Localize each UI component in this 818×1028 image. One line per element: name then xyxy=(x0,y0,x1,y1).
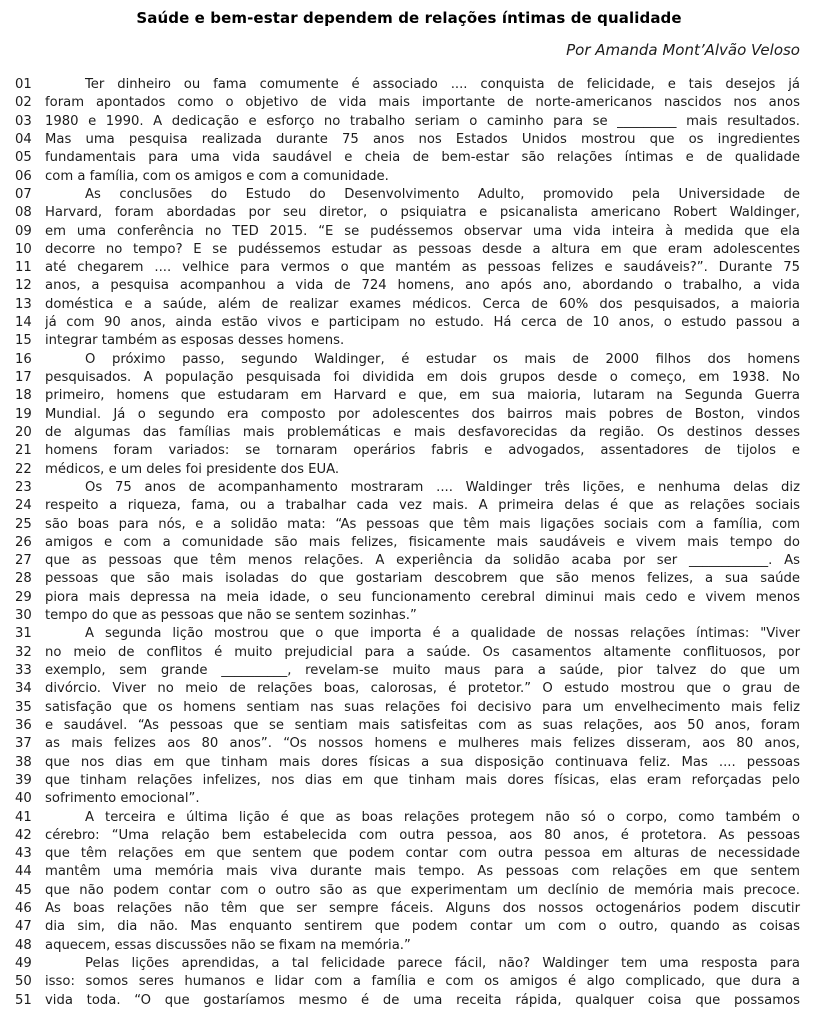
line-number: 32 xyxy=(15,644,32,660)
line-text: que tinham relações infelizes, nos dias em que tinham mais dores físicas, elas eram reforçadas pelo xyxy=(45,772,800,788)
text-line xyxy=(0,699,818,717)
text-line xyxy=(0,644,818,662)
text-line xyxy=(0,149,818,167)
line-number: 02 xyxy=(15,95,32,111)
line-text: Harvard, foram abordadas por seu diretor, o psiquiatra e psicanalista americano Robert Waldinger, xyxy=(45,205,800,221)
line-number: 07 xyxy=(15,186,32,202)
line-number: 41 xyxy=(15,809,32,825)
line-text: amigos e com a comunidade são mais felizes, fisicamente mais saudáveis e vivem mais tempo do xyxy=(45,534,800,550)
line-number: 10 xyxy=(15,241,32,257)
line-number: 17 xyxy=(15,370,32,385)
line-number: 15 xyxy=(15,333,32,349)
text-line xyxy=(0,717,818,735)
line-number: 47 xyxy=(15,919,32,935)
line-text: que nos dias em que tinham mais dores físicas a sua disposição continuava feliz. Mas .... pessoas xyxy=(45,754,800,770)
line-number: 29 xyxy=(15,589,32,605)
text-line xyxy=(0,534,818,552)
line-number: 09 xyxy=(15,223,32,239)
line-text: são boas para nós, e a solidão mata: “As pessoas que têm mais ligações sociais com a família, com xyxy=(45,516,800,532)
text-line xyxy=(0,516,818,534)
line-number: 06 xyxy=(15,168,32,184)
line-text: dia sim, dia não. Mas enquanto sentirem que podem contar um com o outro, quando as coisas xyxy=(45,919,800,935)
text-line xyxy=(0,497,818,515)
line-number: 35 xyxy=(15,699,32,715)
line-number: 04 xyxy=(15,131,32,147)
line-text: cérebro: “Uma relação bem estabelecida com outra pessoa, aos 80 anos, é protetora. As pessoas xyxy=(45,827,800,843)
text-line xyxy=(0,277,818,295)
line-text: pessoas que são mais isoladas do que gostariam descobrem que são menos felizes, a sua saúde xyxy=(45,571,800,587)
line-number: 33 xyxy=(15,663,32,678)
text-line xyxy=(0,204,818,222)
line-text: mantêm uma memória mais viva durante mais tempo. As pessoas com relações em que sentem xyxy=(45,864,800,880)
line-number: 31 xyxy=(15,626,32,642)
line-text: de algumas das famílias mais problemáticas e mais desfavorecidas da região. Os destinos desses xyxy=(45,424,800,440)
text-line xyxy=(0,735,818,753)
text-line xyxy=(0,918,818,936)
line-number: 37 xyxy=(15,736,32,752)
line-text: anos, a pesquisa acompanhou a vida de 724 homens, ano após ano, abordando o trabalho, a vida xyxy=(45,278,800,294)
line-number: 50 xyxy=(15,974,32,990)
text-line xyxy=(0,94,818,112)
line-text: pesquisados. A população pesquisada foi dividida em dois grupos desde o começo, em 1938. No xyxy=(45,370,800,385)
line-text: homens foram variados: se tornaram operários fabris e advogados, assentadores de tijolos e xyxy=(45,443,800,459)
line-text: doméstica e a saúde, além de realizar exames médicos. Cerca de 60% dos pesquisados, a maioria xyxy=(45,296,800,312)
line-text: as mais felizes aos 80 anos”. “Os nossos homens e mulheres mais felizes disseram, aos 80 anos, xyxy=(45,736,800,752)
text-line xyxy=(0,809,818,827)
line-text: que têm relações em que sentem que podem contar com outra pessoa em alturas de necessidade xyxy=(45,846,800,862)
text-line xyxy=(0,973,818,991)
line-text: As boas relações não têm que ser sempre fáceis. Alguns dos nossos octogenários podem discutir xyxy=(45,901,800,917)
line-text: divórcio. Viver no meio de relações boas, calorosas, é protetor.” O estudo mostrou que o grau de xyxy=(45,681,800,697)
text-body xyxy=(0,76,818,1010)
line-text: Pelas lições aprendidas, a tal felicidade parece fácil, não? Waldinger tem uma resposta para xyxy=(85,956,800,971)
text-line xyxy=(0,131,818,149)
line-number: 30 xyxy=(15,608,32,624)
text-line xyxy=(0,589,818,607)
line-text: no meio de conflitos é muito prejudicial para a saúde. Os casamentos altamente conflituosos, por xyxy=(45,644,800,660)
line-text: primeiro, homens que estudaram em Harvard e que, em sua maioria, lutaram na Segunda Guerra xyxy=(45,388,800,404)
line-number: 22 xyxy=(15,461,32,477)
line-number: 13 xyxy=(15,296,32,312)
line-text: exemplo, sem grande __________, revelam-se muito maus para a saúde, pior talvez do que um xyxy=(45,663,800,678)
line-text: em uma conferência no TED 2015. “E se pudéssemos observar uma vida inteira à medida que ela xyxy=(45,223,800,239)
line-number: 40 xyxy=(15,791,32,807)
line-text: Ter dinheiro ou fama comumente é associado .... conquista de felicidade, e tais desejos já xyxy=(85,77,800,92)
line-number: 05 xyxy=(15,150,32,166)
line-text: A terceira e última lição é que as boas relações protegem não só o corpo, como também o xyxy=(85,809,800,825)
line-text: fundamentais para uma vida saudável e cheia de bem-estar são relações íntimas e de qualidade xyxy=(45,150,800,166)
text-line xyxy=(0,296,818,314)
line-number: 12 xyxy=(15,278,32,294)
text-line xyxy=(0,772,818,790)
line-number: 18 xyxy=(15,388,32,404)
line-text: Mundial. Já o segundo era composto por adolescentes dos bairros mais pobres de Boston, vindos xyxy=(45,406,800,422)
line-text: O próximo passo, segundo Waldinger, é estudar os mais de 2000 filhos dos homens xyxy=(85,351,800,367)
line-number: 23 xyxy=(15,479,32,495)
text-line xyxy=(0,827,818,845)
line-text: 1980 e 1990. A dedicação e esforço no trabalho seriam o caminho para se _________ mais resultados. xyxy=(45,113,800,129)
text-line xyxy=(0,900,818,918)
line-text: integrar também as esposas desses homens. xyxy=(45,333,345,349)
line-text: isso: somos seres humanos e lidar com a família e com os amigos é algo complicado, que dura a xyxy=(45,974,800,990)
line-text: piora mais depressa na meia idade, o seu funcionamento cerebral diminui mais cedo e vivem menos xyxy=(45,589,800,605)
line-number: 46 xyxy=(15,901,32,917)
line-number: 25 xyxy=(15,516,32,532)
text-line xyxy=(0,790,818,808)
line-number: 39 xyxy=(15,772,32,788)
byline: Por Amanda Mont’Alvão Veloso xyxy=(566,41,800,59)
line-text: com a família, com os amigos e com a comunidade. xyxy=(45,168,389,184)
line-number: 11 xyxy=(15,260,32,276)
line-text: decorre no tempo? E se pudéssemos estudar as pessoas desde a altura em que eram adolescentes xyxy=(45,241,800,257)
line-text: As conclusões do Estudo do Desenvolvimento Adulto, promovido pela Universidade de xyxy=(85,186,800,202)
text-line xyxy=(0,955,818,973)
text-line xyxy=(0,479,818,497)
text-line xyxy=(0,387,818,405)
text-line xyxy=(0,186,818,204)
text-line xyxy=(0,406,818,424)
text-line xyxy=(0,607,818,625)
text-line xyxy=(0,424,818,442)
text-line xyxy=(0,223,818,241)
line-number: 26 xyxy=(15,534,32,550)
text-line xyxy=(0,241,818,259)
page-title: Saúde e bem-estar dependem de relações íntimas de qualidade xyxy=(136,9,682,27)
line-text: médicos, e um deles foi presidente dos EUA. xyxy=(45,461,340,477)
line-number: 42 xyxy=(15,827,32,843)
line-number: 44 xyxy=(15,864,32,880)
text-line xyxy=(0,845,818,863)
line-text: e saudável. “As pessoas que se sentiam mais satisfeitas com as suas relações, aos 50 anos, foram xyxy=(45,717,800,733)
text-line xyxy=(0,351,818,369)
text-line xyxy=(0,570,818,588)
line-text: respeito a riqueza, fama, ou a trabalhar cada vez mais. A primeira delas é que as relações sociais xyxy=(45,498,800,514)
text-line xyxy=(0,442,818,460)
text-line xyxy=(0,76,818,94)
text-line xyxy=(0,113,818,131)
text-line xyxy=(0,662,818,680)
line-number: 45 xyxy=(15,882,32,898)
line-number: 01 xyxy=(15,77,32,92)
line-number: 27 xyxy=(15,553,32,569)
text-line xyxy=(0,461,818,479)
line-text: Os 75 anos de acompanhamento mostraram .... Waldinger três lições, e nenhuma delas diz xyxy=(85,479,800,495)
text-line xyxy=(0,552,818,570)
line-number: 34 xyxy=(15,681,32,697)
line-text: vida toda. “O que gostaríamos mesmo é de uma receita rápida, qualquer coisa que possamos xyxy=(45,992,800,1008)
text-line xyxy=(0,992,818,1010)
line-number: 48 xyxy=(15,937,32,953)
text-line xyxy=(0,882,818,900)
line-text: até chegarem .... velhice para vermos o que mantém as pessoas felizes e saudáveis?”. Durante 75 xyxy=(45,260,800,276)
text-line xyxy=(0,937,818,955)
line-text: que as pessoas que têm menos relações. A experiência da solidão acaba por ser ____________. As xyxy=(45,553,800,569)
line-number: 19 xyxy=(15,406,32,422)
line-number: 51 xyxy=(15,992,32,1008)
line-text: tempo do que as pessoas que não se sentem sozinhas.” xyxy=(45,608,417,624)
line-number: 14 xyxy=(15,315,32,331)
line-number: 43 xyxy=(15,846,32,862)
text-line xyxy=(0,754,818,772)
text-line xyxy=(0,332,818,350)
line-number: 20 xyxy=(15,424,32,440)
line-number: 03 xyxy=(15,113,32,129)
text-line xyxy=(0,625,818,643)
line-text: satisfação que os homens sentiam nas suas relações foi decisivo para um envelhecimento mais feliz xyxy=(45,699,800,715)
line-text: já com 90 anos, ainda estão vivos e participam no estudo. Há cerca de 10 anos, o estudo passou a xyxy=(45,315,800,331)
line-text: que não podem contar com o outro são as que experimentam um declínio de memória mais precoce. xyxy=(45,882,800,898)
line-text: foram apontados como o objetivo de vida mais importante de norte-americanos nascidos nos anos xyxy=(45,95,800,111)
text-line xyxy=(0,314,818,332)
text-line xyxy=(0,259,818,277)
text-line xyxy=(0,369,818,387)
line-text: A segunda lição mostrou que o que importa é a qualidade de nossas relações íntimas: "Viver xyxy=(85,626,800,642)
line-number: 16 xyxy=(15,351,32,367)
line-number: 38 xyxy=(15,754,32,770)
line-number: 08 xyxy=(15,205,32,221)
text-line xyxy=(0,680,818,698)
line-number: 21 xyxy=(15,443,32,459)
line-number: 24 xyxy=(15,498,32,514)
text-line xyxy=(0,863,818,881)
line-text: aquecem, essas discussões não se fixam na memória.” xyxy=(45,937,411,953)
text-line xyxy=(0,168,818,186)
line-number: 28 xyxy=(15,571,32,587)
line-text: sofrimento emocional”. xyxy=(45,791,200,807)
line-number: 49 xyxy=(15,956,32,971)
line-number: 36 xyxy=(15,717,32,733)
line-text: Mas uma pesquisa realizada durante 75 anos nos Estados Unidos mostrou que os ingredientes xyxy=(45,131,800,147)
